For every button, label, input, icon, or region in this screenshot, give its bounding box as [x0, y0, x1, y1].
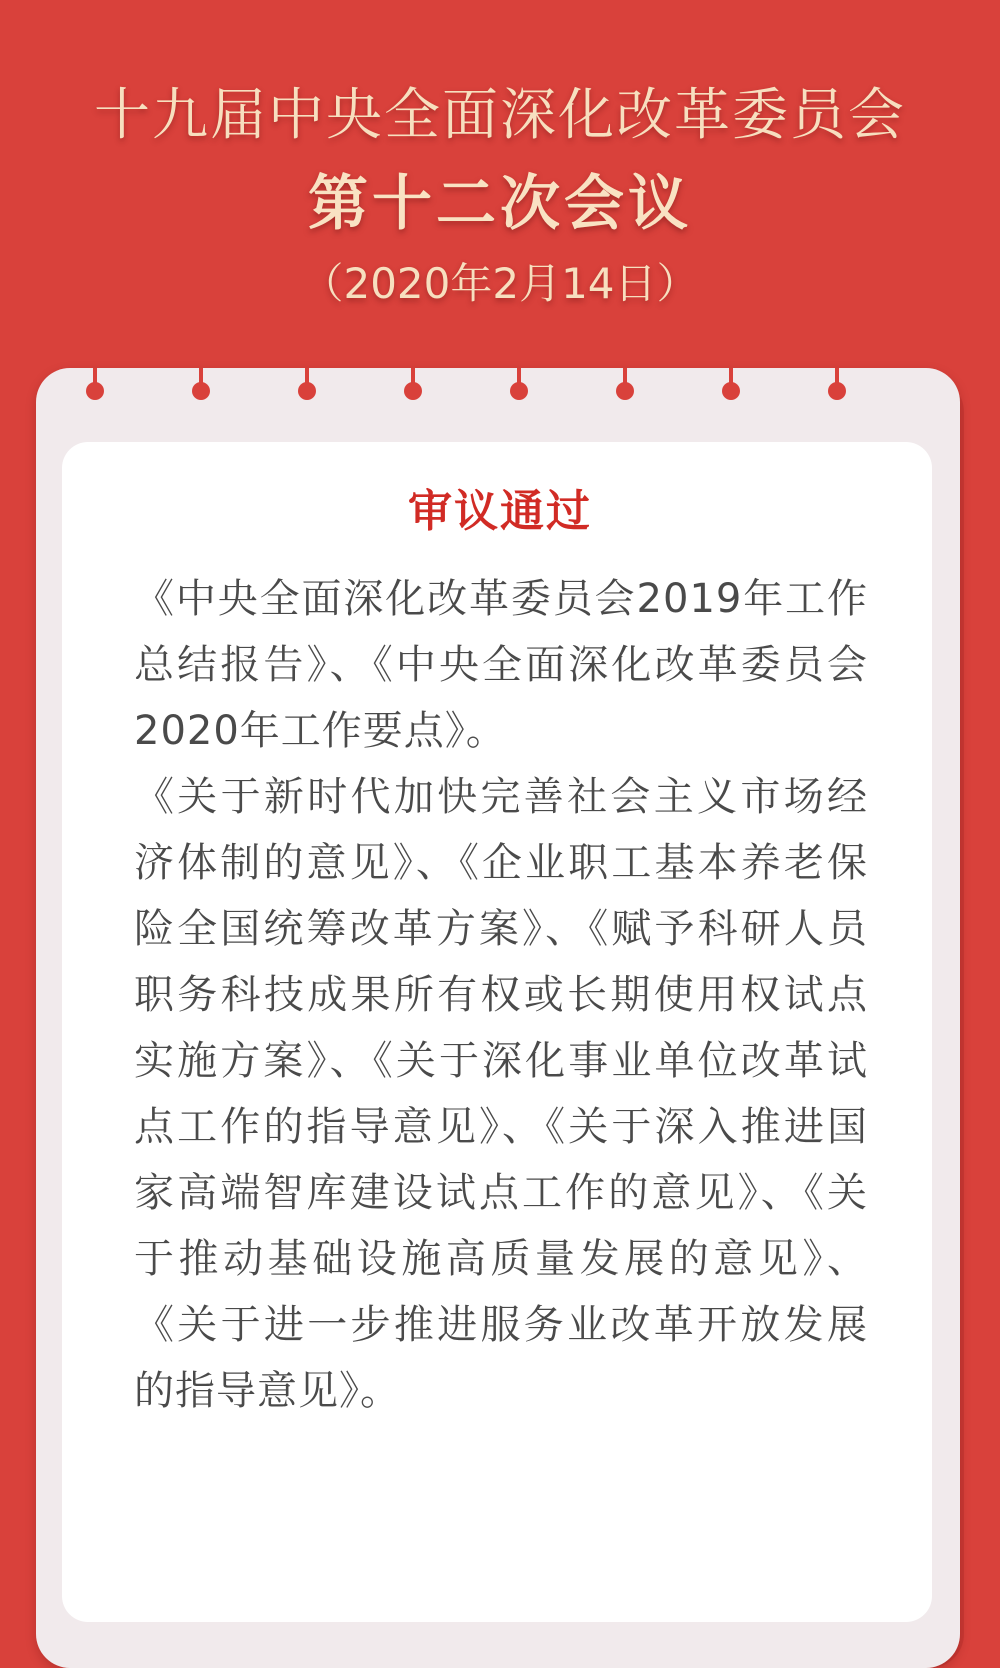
header	[0, 0, 1000, 360]
binder-ring-icon	[510, 368, 528, 398]
paragraph-reform-documents: 《关于新时代加快完善社会主义市场经济体制的意见》、《企业职工基本养老保险全国统筹改革方案》、《赋予科研人员职务科技成果所有权或长期使用权试点实施方案》、《关于深化事业单位改革试点工作的指导意见》、《关于深入推进国家高端智库建设试点工作的意见》、《关于推动基础设施高质量发展的意见》、《关于进一步推进服务业改革开放发展的指导意见》。	[134, 774, 868, 1414]
title-line-1: 十九届中央全面深化改革委员会	[94, 83, 906, 148]
binder-ring-icon	[722, 368, 740, 398]
binder-ring-icon	[86, 368, 104, 398]
binder-ring-icon	[828, 368, 846, 398]
binder-ring-icon	[298, 368, 316, 398]
binder-ring-icon	[404, 368, 422, 398]
title-line-2: 第十二次会议	[308, 169, 692, 239]
binder-ring-icon	[616, 368, 634, 398]
paragraph-annual-reports: 《中央全面深化改革委员会2019年工作总结报告》、《中央全面深化改革委员会2020年工作要点》。	[134, 576, 868, 754]
section-title: 审议通过	[408, 486, 592, 537]
document-body	[134, 566, 868, 1424]
meeting-date: （2020年2月14日）	[301, 259, 699, 308]
binder-ring-icon	[192, 368, 210, 398]
